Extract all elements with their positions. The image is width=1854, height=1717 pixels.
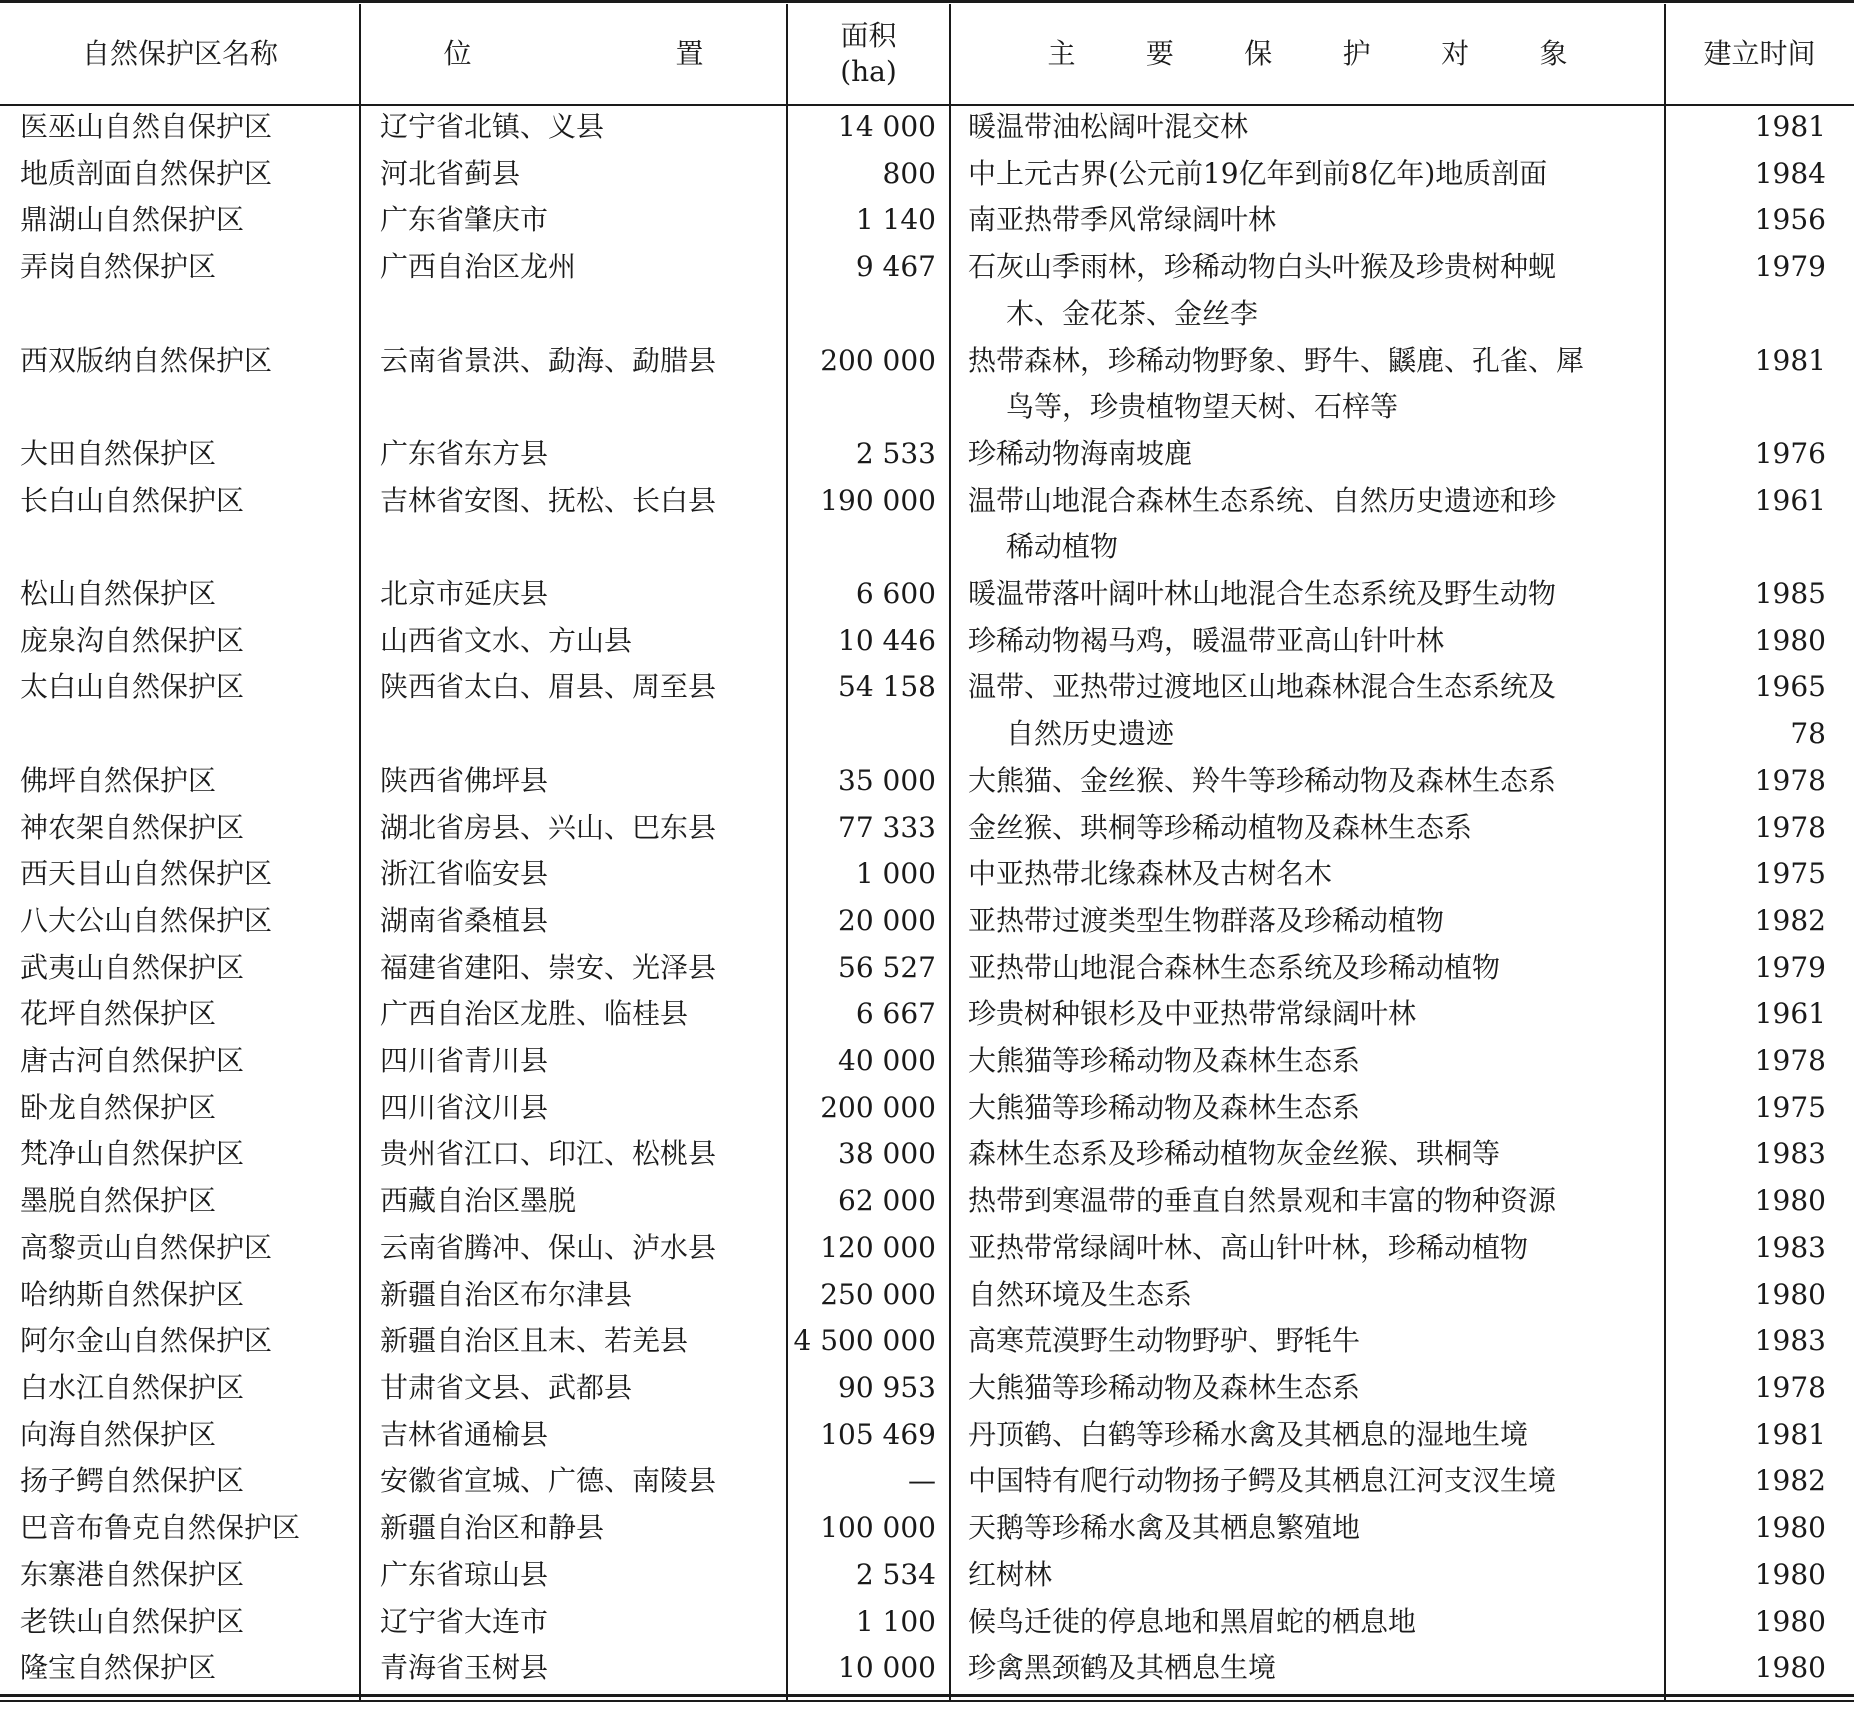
location-cell: 陕西省佛坪县 <box>380 763 549 797</box>
table-row <box>0 1178 1854 1225</box>
area-cell: 10 446 <box>838 623 936 657</box>
table-row <box>0 1131 1854 1178</box>
location-cell: 吉林省安图、抚松、长白县 <box>380 483 717 517</box>
year-value: 1980 <box>1754 623 1826 657</box>
objects-line: 金丝猴、珙桐等珍稀动植物及森林生态系 <box>968 810 1473 844</box>
area-cell: 200 000 <box>820 1090 936 1124</box>
reserve-name-cell: 唐古河自然保护区 <box>20 1044 245 1078</box>
year-value: 1982 <box>1754 903 1826 937</box>
protected-objects-cell <box>950 1365 1665 1412</box>
objects-continuation: 稀动植物 <box>1006 530 1119 564</box>
year-value: 1961 <box>1754 997 1826 1031</box>
table-row <box>0 1412 1854 1459</box>
area-cell: 38 000 <box>838 1137 936 1171</box>
location-cell: 新疆自治区和静县 <box>380 1511 605 1545</box>
reserve-name-cell: 神农架自然保护区 <box>20 810 245 844</box>
protected-objects-cell <box>950 478 1665 571</box>
area-cell: 1 000 <box>855 857 936 891</box>
column-divider <box>359 4 361 1700</box>
objects-line: 热带森林，珍稀动物野象、野牛、鼷鹿、孔雀、犀 <box>968 343 1585 377</box>
year-cell <box>1665 758 1854 805</box>
area-cell: 2 534 <box>855 1557 936 1591</box>
table-row <box>0 805 1854 852</box>
objects-line: 中上元古界(公元前19亿年到前8亿年)地质剖面 <box>968 156 1548 190</box>
location-cell: 广东省东方县 <box>380 436 549 470</box>
location-cell: 广东省肇庆市 <box>380 203 549 237</box>
year-cell <box>1665 945 1854 992</box>
objects-line: 大熊猫、金丝猴、羚牛等珍稀动物及森林生态系 <box>968 763 1557 797</box>
area-cell: 6 667 <box>855 997 936 1031</box>
protected-objects-cell <box>950 664 1665 757</box>
objects-continuation: 鸟等，珍贵植物望天树、石梓等 <box>1006 390 1399 424</box>
objects-line: 自然环境及生态系 <box>968 1277 1193 1311</box>
table-row <box>0 1085 1854 1132</box>
objects-line: 红树林 <box>968 1557 1053 1591</box>
year-value: 1975 <box>1754 857 1826 891</box>
objects-line: 温带山地混合森林生态系统、自然历史遗迹和珍 <box>968 483 1557 517</box>
reserve-name-cell: 哈纳斯自然保护区 <box>20 1277 245 1311</box>
objects-line: 暖温带油松阔叶混交林 <box>968 110 1249 143</box>
protected-objects-cell <box>950 1458 1665 1505</box>
top-rule <box>0 0 1854 3</box>
objects-line: 珍稀动物褐马鸡，暖温带亚高山针叶林 <box>968 623 1445 657</box>
location-cell: 湖南省桑植县 <box>380 903 549 937</box>
location-cell: 云南省景洪、勐海、勐腊县 <box>380 343 717 377</box>
objects-line: 南亚热带季风常绿阔叶林 <box>968 203 1277 237</box>
year-value: 1981 <box>1754 1417 1826 1451</box>
area-cell: 2 533 <box>855 436 936 470</box>
objects-line: 中国特有爬行动物扬子鳄及其栖息江河支汊生境 <box>968 1464 1557 1498</box>
table-row <box>0 431 1854 478</box>
year-cell <box>1665 151 1854 198</box>
table-row <box>0 851 1854 898</box>
protected-objects-cell <box>950 244 1665 337</box>
year-cell <box>1665 197 1854 244</box>
table-row <box>0 945 1854 992</box>
table-row <box>0 1552 1854 1599</box>
year-value: 1983 <box>1754 1137 1826 1171</box>
table-row <box>0 1458 1854 1505</box>
protected-objects-cell <box>950 151 1665 198</box>
table-row <box>0 571 1854 618</box>
protected-objects-cell <box>950 1645 1665 1692</box>
table-row <box>0 1645 1854 1692</box>
table-row <box>0 664 1854 757</box>
location-cell: 新疆自治区且末、若羌县 <box>380 1324 689 1358</box>
objects-line: 珍禽黑颈鹤及其栖息生境 <box>968 1651 1277 1685</box>
year-cell <box>1665 991 1854 1038</box>
area-cell: 100 000 <box>820 1511 936 1545</box>
objects-continuation: 自然历史遗迹 <box>1006 717 1175 751</box>
location-cell: 吉林省通榆县 <box>380 1417 549 1451</box>
year-value: 1983 <box>1754 1230 1826 1264</box>
header-objects-char: 主 <box>1047 37 1076 70</box>
year-cell <box>1665 1178 1854 1225</box>
table-body <box>0 104 1854 1692</box>
year-cell <box>1665 1272 1854 1319</box>
table-row <box>0 478 1854 571</box>
year-cell <box>1665 1552 1854 1599</box>
area-cell: 6 600 <box>855 577 936 611</box>
header-objects-char: 护 <box>1342 37 1371 70</box>
bottom-rule <box>0 1694 1854 1697</box>
year-cell <box>1665 1225 1854 1272</box>
reserve-name-cell: 八大公山自然保护区 <box>20 903 273 937</box>
year-cell <box>1665 1038 1854 1085</box>
area-cell: 56 527 <box>838 950 936 984</box>
year-cell <box>1665 1505 1854 1552</box>
reserve-name-cell: 医巫山自然自保护区 <box>20 110 273 143</box>
table-row <box>0 898 1854 945</box>
objects-line: 热带到寒温带的垂直自然景观和丰富的物种资源 <box>968 1184 1557 1218</box>
year-value: 1980 <box>1754 1651 1826 1685</box>
year-cell <box>1665 571 1854 618</box>
reserve-name-cell: 扬子鳄自然保护区 <box>20 1464 245 1498</box>
location-cell: 河北省蓟县 <box>380 156 521 190</box>
objects-line: 大熊猫等珍稀动物及森林生态系 <box>968 1370 1361 1404</box>
area-cell: 10 000 <box>838 1651 936 1685</box>
reserve-name-cell: 阿尔金山自然保护区 <box>20 1324 273 1358</box>
column-divider <box>949 4 951 1700</box>
year-value: 1980 <box>1754 1277 1826 1311</box>
year-cell <box>1665 618 1854 665</box>
year-cell <box>1665 1645 1854 1692</box>
reserve-name-cell: 大田自然保护区 <box>20 436 217 470</box>
year-value: 1978 <box>1754 763 1826 797</box>
year-value: 1961 <box>1754 483 1826 517</box>
year-cell <box>1665 1085 1854 1132</box>
location-cell: 福建省建阳、崇安、光泽县 <box>380 950 717 984</box>
header-objects-char: 象 <box>1539 37 1568 70</box>
reserve-name-cell: 佛坪自然保护区 <box>20 763 217 797</box>
area-cell: 20 000 <box>838 903 936 937</box>
objects-line: 亚热带过渡类型生物群落及珍稀动植物 <box>968 903 1445 937</box>
area-cell: 200 000 <box>820 343 936 377</box>
objects-line: 石灰山季雨林，珍稀动物白头叶猴及珍贵树种蚬 <box>968 250 1557 284</box>
location-cell: 浙江省临安县 <box>380 857 549 891</box>
table-row <box>0 1225 1854 1272</box>
reserve-name-cell: 梵净山自然保护区 <box>20 1137 245 1171</box>
year-cell <box>1665 244 1854 337</box>
area-cell: 90 953 <box>838 1370 936 1404</box>
protected-objects-cell <box>950 104 1665 151</box>
table-row <box>0 1505 1854 1552</box>
objects-line: 森林生态系及珍稀动植物灰金丝猴、珙桐等 <box>968 1137 1501 1171</box>
year-value: 1978 <box>1754 810 1826 844</box>
location-cell: 四川省青川县 <box>380 1044 549 1078</box>
header-rule <box>0 104 1854 106</box>
table-row <box>0 244 1854 337</box>
table-row <box>0 338 1854 431</box>
reserve-name-cell: 墨脱自然保护区 <box>20 1184 217 1218</box>
objects-line: 珍贵树种银杉及中亚热带常绿阔叶林 <box>968 997 1417 1031</box>
objects-line: 丹顶鹤、白鹤等珍稀水禽及其栖息的湿地生境 <box>968 1417 1529 1451</box>
location-cell: 西藏自治区墨脱 <box>380 1184 577 1218</box>
year-value: 1981 <box>1754 110 1826 143</box>
year-value: 1979 <box>1754 950 1826 984</box>
year-cell <box>1665 431 1854 478</box>
area-cell: — <box>908 1464 936 1498</box>
area-cell: 54 158 <box>838 670 936 704</box>
area-cell: 14 000 <box>838 110 936 143</box>
location-cell: 山西省文水、方山县 <box>380 623 633 657</box>
year-value: 1980 <box>1754 1557 1826 1591</box>
year-cell <box>1665 805 1854 852</box>
year-value: 1978 <box>1754 1044 1826 1078</box>
location-cell: 广东省琼山县 <box>380 1557 549 1591</box>
year-value: 1978 <box>1754 1370 1826 1404</box>
location-cell: 贵州省江口、印江、松桃县 <box>380 1137 717 1171</box>
year-cell <box>1665 1365 1854 1412</box>
year-value: 1985 <box>1754 577 1826 611</box>
protected-objects-cell <box>950 1412 1665 1459</box>
objects-line: 暖温带落叶阔叶林山地混合生态系统及野生动物 <box>968 577 1557 611</box>
year-value: 1956 <box>1754 203 1826 237</box>
objects-line: 珍稀动物海南坡鹿 <box>968 436 1193 470</box>
objects-line: 天鹅等珍稀水禽及其栖息繁殖地 <box>968 1511 1361 1545</box>
protected-objects-cell <box>950 805 1665 852</box>
reserve-name-cell: 松山自然保护区 <box>20 577 217 611</box>
location-cell: 湖北省房县、兴山、巴东县 <box>380 810 717 844</box>
table-row <box>0 1038 1854 1085</box>
protected-objects-cell <box>950 1552 1665 1599</box>
header-area-line2: (ha) <box>840 55 897 88</box>
objects-line: 中亚热带北缘森林及古树名木 <box>968 857 1333 891</box>
year-value: 1980 <box>1754 1184 1826 1218</box>
protected-objects-cell <box>950 1599 1665 1646</box>
reserve-name-cell: 地质剖面自然保护区 <box>20 156 273 190</box>
year-value: 1981 <box>1754 343 1826 377</box>
reserve-name-cell: 高黎贡山自然保护区 <box>20 1230 273 1264</box>
protected-objects-cell <box>950 851 1665 898</box>
header-objects <box>950 4 1665 104</box>
location-cell: 四川省汶川县 <box>380 1090 549 1124</box>
area-cell: 105 469 <box>820 1417 936 1451</box>
year-value: 1980 <box>1754 1511 1826 1545</box>
year-cell <box>1665 898 1854 945</box>
reserve-name-cell: 庞泉沟自然保护区 <box>20 623 245 657</box>
location-cell: 云南省腾冲、保山、泸水县 <box>380 1230 717 1264</box>
year-value: 1984 <box>1754 156 1826 190</box>
area-cell: 120 000 <box>820 1230 936 1264</box>
header-location <box>360 4 787 104</box>
reserve-name-cell: 卧龙自然保护区 <box>20 1090 217 1124</box>
table-row <box>0 1599 1854 1646</box>
protected-objects-cell <box>950 571 1665 618</box>
reserve-name-cell: 白水江自然保护区 <box>20 1370 245 1404</box>
reserve-name-cell: 长白山自然保护区 <box>20 483 245 517</box>
protected-objects-cell <box>950 618 1665 665</box>
area-cell: 62 000 <box>838 1184 936 1218</box>
table-row <box>0 1318 1854 1365</box>
year-cell <box>1665 1318 1854 1365</box>
location-cell: 辽宁省大连市 <box>380 1604 549 1638</box>
year-cell <box>1665 1458 1854 1505</box>
reserve-name-cell: 西双版纳自然保护区 <box>20 343 273 377</box>
year-value: 1979 <box>1754 250 1826 284</box>
header-objects-char: 要 <box>1145 37 1174 70</box>
objects-line: 温带、亚热带过渡地区山地森林混合生态系统及 <box>968 670 1557 704</box>
year-value: 1983 <box>1754 1324 1826 1358</box>
reserve-name-cell: 巴音布鲁克自然保护区 <box>20 1511 301 1545</box>
header-location-char: 位 <box>443 37 472 70</box>
protected-objects-cell <box>950 1131 1665 1178</box>
objects-line: 亚热带山地混合森林生态系统及珍稀动植物 <box>968 950 1501 984</box>
area-cell: 800 <box>882 156 936 190</box>
table-row <box>0 618 1854 665</box>
table-row <box>0 197 1854 244</box>
header-objects-char: 对 <box>1441 37 1470 70</box>
protected-objects-cell <box>950 991 1665 1038</box>
year-value-extra: 78 <box>1790 717 1826 751</box>
table-row <box>0 1365 1854 1412</box>
objects-line: 大熊猫等珍稀动物及森林生态系 <box>968 1044 1361 1078</box>
year-value: 1975 <box>1754 1090 1826 1124</box>
reserve-name-cell: 向海自然保护区 <box>20 1417 217 1451</box>
header-location-char: 置 <box>675 37 704 70</box>
header-area <box>787 4 950 104</box>
header-row <box>0 4 1854 104</box>
year-cell <box>1665 851 1854 898</box>
protected-objects-cell <box>950 197 1665 244</box>
reserve-name-cell: 鼎湖山自然保护区 <box>20 203 245 237</box>
location-cell: 陕西省太白、眉县、周至县 <box>380 670 717 704</box>
table-row <box>0 104 1854 151</box>
objects-continuation: 木、金花茶、金丝李 <box>1006 296 1259 330</box>
location-cell: 广西自治区龙州 <box>380 250 577 284</box>
reserve-name-cell: 西天目山自然保护区 <box>20 857 273 891</box>
year-value: 1976 <box>1754 436 1826 470</box>
location-cell: 北京市延庆县 <box>380 577 549 611</box>
reserve-name-cell: 弄岗自然保护区 <box>20 250 217 284</box>
year-cell <box>1665 664 1854 757</box>
year-cell <box>1665 1131 1854 1178</box>
table-row <box>0 991 1854 1038</box>
header-objects-char: 保 <box>1244 37 1273 70</box>
protected-objects-cell <box>950 1318 1665 1365</box>
column-divider <box>1664 4 1666 1700</box>
protected-objects-cell <box>950 338 1665 431</box>
area-cell: 4 500 000 <box>793 1324 936 1358</box>
header-area-line1: 面积 <box>840 19 897 52</box>
location-cell: 广西自治区龙胜、临桂县 <box>380 997 689 1031</box>
protected-objects-cell <box>950 431 1665 478</box>
year-cell <box>1665 104 1854 151</box>
reserve-table <box>0 4 1854 1692</box>
protected-objects-cell <box>950 1178 1665 1225</box>
location-cell: 甘肃省文县、武都县 <box>380 1370 633 1404</box>
reserve-name-cell: 老铁山自然保护区 <box>20 1604 245 1638</box>
location-cell: 辽宁省北镇、义县 <box>380 110 605 143</box>
area-cell: 1 140 <box>855 203 936 237</box>
year-cell <box>1665 1599 1854 1646</box>
year-cell <box>1665 338 1854 431</box>
year-value: 1982 <box>1754 1464 1826 1498</box>
bottom-rule-double <box>0 1700 1854 1702</box>
reserve-name-cell: 武夷山自然保护区 <box>20 950 245 984</box>
table-row <box>0 758 1854 805</box>
year-cell <box>1665 1412 1854 1459</box>
protected-objects-cell <box>950 898 1665 945</box>
area-cell: 250 000 <box>820 1277 936 1311</box>
table-row <box>0 151 1854 198</box>
header-name: 自然保护区名称 <box>81 37 278 70</box>
protected-objects-cell <box>950 1085 1665 1132</box>
column-divider <box>786 4 788 1700</box>
location-cell: 安徽省宣城、广德、南陵县 <box>380 1464 717 1498</box>
protected-objects-cell <box>950 945 1665 992</box>
protected-objects-cell <box>950 1505 1665 1552</box>
reserve-name-cell: 隆宝自然保护区 <box>20 1651 217 1685</box>
year-cell <box>1665 478 1854 571</box>
protected-objects-cell <box>950 758 1665 805</box>
objects-line: 亚热带常绿阔叶林、高山针叶林，珍稀动植物 <box>968 1230 1529 1264</box>
location-cell: 青海省玉树县 <box>380 1651 549 1685</box>
protected-objects-cell <box>950 1272 1665 1319</box>
header-year: 建立时间 <box>1703 37 1816 70</box>
area-cell: 35 000 <box>838 763 936 797</box>
protected-objects-cell <box>950 1225 1665 1272</box>
objects-line: 大熊猫等珍稀动物及森林生态系 <box>968 1090 1361 1124</box>
area-cell: 1 100 <box>855 1604 936 1638</box>
area-cell: 190 000 <box>820 483 936 517</box>
location-cell: 新疆自治区布尔津县 <box>380 1277 633 1311</box>
reserve-name-cell: 东寨港自然保护区 <box>20 1557 245 1591</box>
reserve-name-cell: 太白山自然保护区 <box>20 670 245 704</box>
objects-line: 候鸟迁徙的停息地和黑眉蛇的栖息地 <box>968 1604 1417 1638</box>
table-row <box>0 1272 1854 1319</box>
reserve-name-cell: 花坪自然保护区 <box>20 997 217 1031</box>
area-cell: 9 467 <box>855 250 936 284</box>
area-cell: 40 000 <box>838 1044 936 1078</box>
protected-objects-cell <box>950 1038 1665 1085</box>
objects-line: 高寒荒漠野生动物野驴、野牦牛 <box>968 1324 1361 1358</box>
year-value: 1965 <box>1754 670 1826 704</box>
area-cell: 77 333 <box>838 810 936 844</box>
year-value: 1980 <box>1754 1604 1826 1638</box>
